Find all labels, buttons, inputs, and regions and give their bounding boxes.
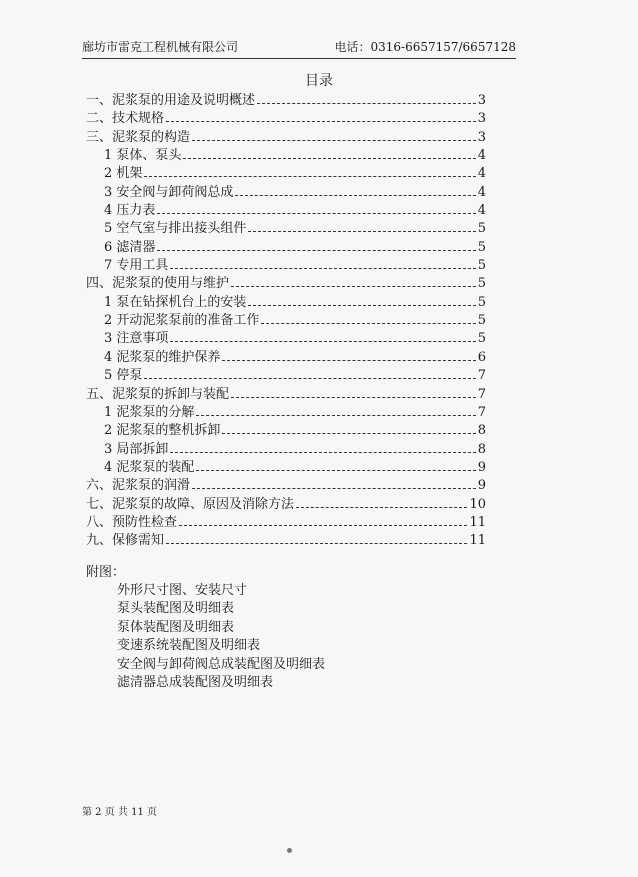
toc-entry bbox=[86, 239, 486, 257]
toc-entry-page: 5 bbox=[477, 331, 486, 347]
toc-leader-dots bbox=[166, 121, 476, 122]
page-footer: 第 2 页 共 11 页 bbox=[82, 807, 157, 818]
toc-entry-label: 1 泵体、泵头 bbox=[104, 148, 182, 164]
header-rule bbox=[82, 58, 516, 59]
toc-entry-label: 4 压力表 bbox=[104, 203, 156, 219]
toc-entry-page: 4 bbox=[477, 203, 486, 219]
toc-leader-dots bbox=[170, 268, 475, 269]
toc-entry-label: 6 滤清器 bbox=[104, 239, 156, 255]
appendix-item: 外形尺寸图、安装尺寸 bbox=[117, 583, 248, 598]
toc-entry bbox=[86, 349, 486, 367]
toc-entry-page: 8 bbox=[477, 441, 486, 457]
toc-entry-label: 六、泥浆泵的润滑 bbox=[86, 478, 191, 494]
toc-entry bbox=[86, 441, 486, 459]
toc-entry-page: 7 bbox=[477, 386, 486, 402]
toc-leader-dots bbox=[296, 507, 467, 508]
toc-leader-dots bbox=[166, 543, 467, 544]
toc-entry-label: 2 开动泥浆泵前的准备工作 bbox=[104, 313, 260, 329]
toc-entry-page: 3 bbox=[477, 129, 486, 145]
toc-entry bbox=[86, 330, 486, 348]
toc-entry-page: 8 bbox=[477, 423, 486, 439]
toc-entry-label: 3 局部拆卸 bbox=[104, 441, 169, 457]
toc-entry-page: 11 bbox=[469, 514, 486, 530]
toc-entry-page: 4 bbox=[477, 148, 486, 164]
toc-entry-label: 5 停泵 bbox=[104, 368, 143, 384]
toc-leader-dots bbox=[144, 378, 475, 379]
toc-entry-page: 9 bbox=[477, 478, 486, 494]
toc-entry bbox=[86, 147, 486, 165]
toc-entry-label: 2 泥浆泵的整机拆卸 bbox=[104, 423, 221, 439]
toc-entry bbox=[86, 92, 486, 110]
toc-entry-page: 5 bbox=[477, 221, 486, 237]
appendix-item: 泵头装配图及明细表 bbox=[117, 601, 235, 617]
toc-leader-dots bbox=[196, 415, 475, 416]
toc-entry bbox=[86, 532, 486, 550]
toc-entry bbox=[86, 496, 486, 514]
toc-entry-label: 3 注意事项 bbox=[104, 331, 169, 347]
toc-entry-label: 4 泥浆泵的维护保养 bbox=[104, 349, 221, 365]
toc-entry bbox=[86, 312, 486, 330]
toc-entry-label: 五、泥浆泵的拆卸与装配 bbox=[86, 386, 230, 402]
toc-entry-label: 九、保修需知 bbox=[86, 533, 165, 549]
toc-leader-dots bbox=[157, 213, 475, 214]
toc-leader-dots bbox=[231, 286, 476, 287]
toc-entry-label: 2 机架 bbox=[104, 166, 143, 182]
toc-leader-dots bbox=[192, 488, 476, 489]
toc-entry bbox=[86, 275, 486, 293]
toc-entry-page: 11 bbox=[469, 533, 486, 549]
toc-entry-label: 二、技术规格 bbox=[86, 111, 165, 127]
toc-leader-dots bbox=[157, 250, 475, 251]
appendix-item: 泵体装配图及明细表 bbox=[117, 619, 235, 635]
toc-entry-page: 3 bbox=[477, 111, 486, 127]
company-name: 廊坊市雷克工程机械有限公司 bbox=[82, 40, 239, 54]
toc-entry-label: 4 泥浆泵的装配 bbox=[104, 459, 195, 475]
scan-speck bbox=[287, 848, 292, 853]
toc-entry bbox=[86, 386, 486, 404]
toc-title: 目录 bbox=[305, 73, 333, 89]
toc-leader-dots bbox=[257, 103, 476, 104]
appendix-item: 变速系统装配图及明细表 bbox=[117, 638, 261, 654]
toc-entry-label: 1 泵在钻探机台上的安装 bbox=[104, 294, 247, 310]
toc-entry-label: 1 泥浆泵的分解 bbox=[104, 404, 195, 420]
toc-leader-dots bbox=[222, 360, 475, 361]
toc-entry-label: 三、泥浆泵的构造 bbox=[86, 129, 191, 145]
toc-leader-dots bbox=[144, 176, 475, 177]
toc-entry bbox=[86, 459, 486, 477]
toc-entry-page: 10 bbox=[469, 496, 486, 512]
toc-entry-page: 7 bbox=[477, 404, 486, 420]
toc-leader-dots bbox=[196, 470, 475, 471]
appendix-item: 滤清器总成装配图及明细表 bbox=[117, 675, 274, 691]
page-header bbox=[82, 37, 516, 57]
toc-leader-dots bbox=[170, 341, 475, 342]
toc-entry-label: 一、泥浆泵的用途及说明概述 bbox=[86, 93, 256, 108]
toc-leader-dots bbox=[222, 433, 475, 434]
toc-entry bbox=[86, 257, 486, 275]
toc-leader-dots bbox=[179, 525, 467, 526]
toc-leader-dots bbox=[192, 140, 476, 141]
toc-entry-page: 4 bbox=[477, 166, 486, 182]
toc-entry bbox=[86, 184, 486, 202]
toc-leader-dots bbox=[248, 305, 475, 306]
toc-entry-label: 7 专用工具 bbox=[104, 258, 169, 274]
toc-entry bbox=[86, 367, 486, 385]
toc-entry-page: 5 bbox=[477, 276, 486, 292]
toc-entry bbox=[86, 110, 486, 128]
toc-entry-label: 四、泥浆泵的使用与维护 bbox=[86, 276, 230, 292]
toc-leader-dots bbox=[235, 195, 475, 196]
toc-entry bbox=[86, 514, 486, 532]
toc-entry-page: 5 bbox=[477, 313, 486, 329]
toc-entry-page: 7 bbox=[477, 368, 486, 384]
toc-entry-page: 5 bbox=[477, 239, 486, 255]
appendix-heading: 附图： bbox=[86, 565, 126, 580]
toc-leader-dots bbox=[261, 323, 475, 324]
toc-entry-page: 5 bbox=[477, 258, 486, 274]
toc-entry-label: 八、预防性检查 bbox=[86, 514, 178, 530]
toc-entry bbox=[86, 404, 486, 422]
phone-number: 电话：0316-6657157/6657128 bbox=[334, 40, 516, 54]
toc-entry bbox=[86, 294, 486, 312]
appendix-item: 安全阀与卸荷阀总成装配图及明细表 bbox=[117, 656, 326, 672]
toc-entry bbox=[86, 422, 486, 440]
toc-entry-page: 3 bbox=[477, 93, 486, 108]
toc-entry-label: 5 空气室与排出接头组件 bbox=[104, 221, 247, 237]
toc-entry bbox=[86, 165, 486, 183]
appendix-list bbox=[117, 582, 325, 692]
toc-leader-dots bbox=[183, 158, 475, 159]
toc-entry-page: 4 bbox=[477, 184, 486, 200]
table-of-contents bbox=[86, 92, 486, 551]
toc-entry-label: 七、泥浆泵的故障、原因及消除方法 bbox=[86, 496, 295, 512]
toc-entry-label: 3 安全阀与卸荷阀总成 bbox=[104, 184, 234, 200]
toc-leader-dots bbox=[248, 231, 475, 232]
toc-entry bbox=[86, 129, 486, 147]
toc-entry bbox=[86, 477, 486, 495]
toc-leader-dots bbox=[170, 452, 475, 453]
toc-entry bbox=[86, 202, 486, 220]
toc-entry-page: 5 bbox=[477, 294, 486, 310]
toc-entry-page: 9 bbox=[477, 459, 486, 475]
toc-leader-dots bbox=[231, 397, 476, 398]
toc-entry-page: 6 bbox=[477, 349, 486, 365]
toc-entry bbox=[86, 220, 486, 238]
